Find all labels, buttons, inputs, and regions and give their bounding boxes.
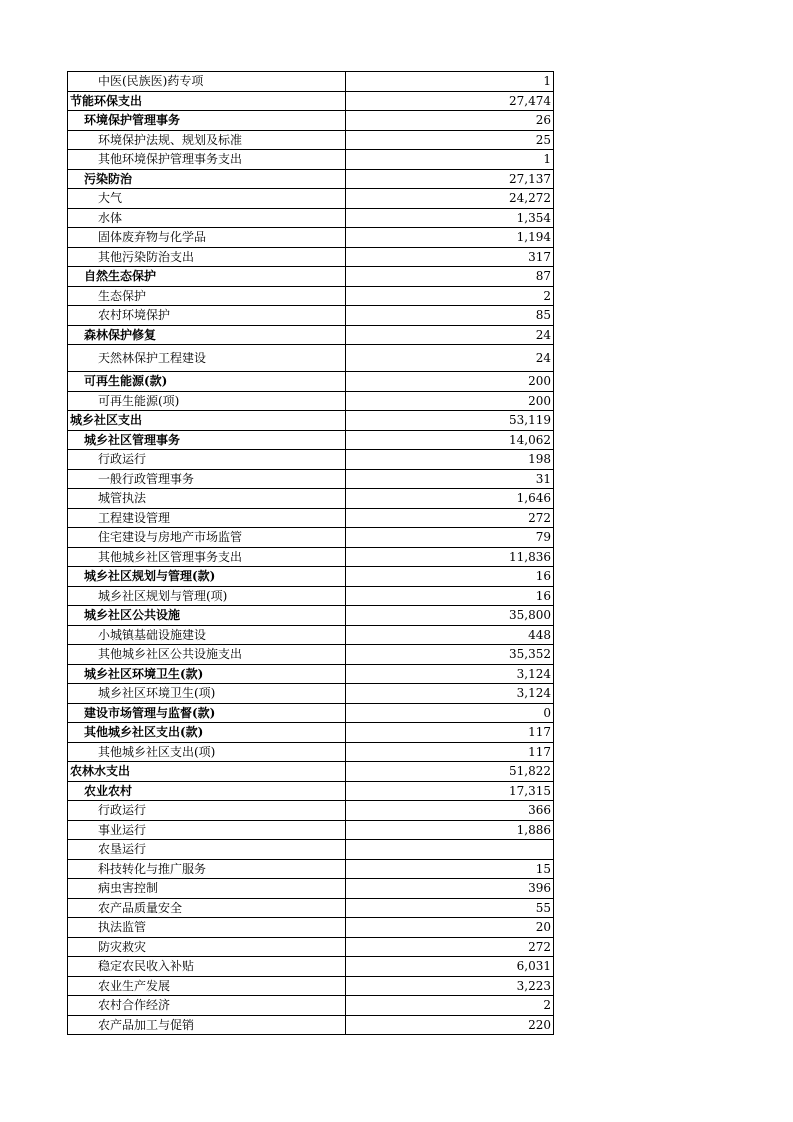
table-row bbox=[68, 130, 554, 150]
item-name-cell: 天然林保护工程建设 bbox=[68, 345, 346, 372]
item-name-cell: 其他污染防治支出 bbox=[68, 247, 346, 267]
item-name-cell: 城乡社区规划与管理(款) bbox=[68, 567, 346, 587]
table-row bbox=[68, 937, 554, 957]
amount-cell: 1,194 bbox=[346, 228, 554, 248]
amount-cell bbox=[346, 840, 554, 860]
item-name-cell: 城乡社区管理事务 bbox=[68, 430, 346, 450]
item-name-cell: 其他城乡社区管理事务支出 bbox=[68, 547, 346, 567]
table-row bbox=[68, 859, 554, 879]
table-row bbox=[68, 1015, 554, 1035]
table-row bbox=[68, 208, 554, 228]
amount-cell: 1,354 bbox=[346, 208, 554, 228]
amount-cell: 24,272 bbox=[346, 189, 554, 209]
table-row bbox=[68, 430, 554, 450]
item-name-cell: 小城镇基础设施建设 bbox=[68, 625, 346, 645]
table-row bbox=[68, 72, 554, 92]
table-row bbox=[68, 820, 554, 840]
table-row bbox=[68, 976, 554, 996]
amount-cell: 1,886 bbox=[346, 820, 554, 840]
amount-cell: 2 bbox=[346, 286, 554, 306]
amount-cell: 1,646 bbox=[346, 489, 554, 509]
table-row bbox=[68, 469, 554, 489]
amount-cell: 25 bbox=[346, 130, 554, 150]
table-row bbox=[68, 606, 554, 626]
table-row bbox=[68, 879, 554, 899]
table-row bbox=[68, 586, 554, 606]
table-row bbox=[68, 664, 554, 684]
item-name-cell: 可再生能源(项) bbox=[68, 391, 346, 411]
amount-cell: 55 bbox=[346, 898, 554, 918]
amount-cell: 87 bbox=[346, 267, 554, 287]
table-row bbox=[68, 801, 554, 821]
amount-cell: 3,124 bbox=[346, 684, 554, 704]
item-name-cell: 农林水支出 bbox=[68, 762, 346, 782]
table-row bbox=[68, 567, 554, 587]
table-row bbox=[68, 411, 554, 431]
amount-cell: 200 bbox=[346, 391, 554, 411]
table-row bbox=[68, 547, 554, 567]
table-row bbox=[68, 996, 554, 1016]
item-name-cell: 行政运行 bbox=[68, 450, 346, 470]
item-name-cell: 稳定农民收入补贴 bbox=[68, 957, 346, 977]
table-row bbox=[68, 508, 554, 528]
amount-cell: 15 bbox=[346, 859, 554, 879]
amount-cell: 1 bbox=[346, 150, 554, 170]
table-row bbox=[68, 703, 554, 723]
amount-cell: 117 bbox=[346, 742, 554, 762]
amount-cell: 24 bbox=[346, 325, 554, 345]
item-name-cell: 农业生产发展 bbox=[68, 976, 346, 996]
amount-cell: 1 bbox=[346, 72, 554, 92]
amount-cell: 16 bbox=[346, 567, 554, 587]
item-name-cell: 城乡社区环境卫生(款) bbox=[68, 664, 346, 684]
item-name-cell: 其他环境保护管理事务支出 bbox=[68, 150, 346, 170]
amount-cell: 448 bbox=[346, 625, 554, 645]
table-row bbox=[68, 898, 554, 918]
amount-cell: 317 bbox=[346, 247, 554, 267]
amount-cell: 35,352 bbox=[346, 645, 554, 665]
amount-cell: 20 bbox=[346, 918, 554, 938]
amount-cell: 396 bbox=[346, 879, 554, 899]
item-name-cell: 科技转化与推广服务 bbox=[68, 859, 346, 879]
item-name-cell: 行政运行 bbox=[68, 801, 346, 821]
amount-cell: 2 bbox=[346, 996, 554, 1016]
amount-cell: 53,119 bbox=[346, 411, 554, 431]
amount-cell: 79 bbox=[346, 528, 554, 548]
table-row bbox=[68, 111, 554, 131]
item-name-cell: 城乡社区规划与管理(项) bbox=[68, 586, 346, 606]
item-name-cell: 其他城乡社区支出(项) bbox=[68, 742, 346, 762]
table-row bbox=[68, 391, 554, 411]
item-name-cell: 固体废弃物与化学品 bbox=[68, 228, 346, 248]
table-row bbox=[68, 645, 554, 665]
amount-cell: 117 bbox=[346, 723, 554, 743]
amount-cell: 3,124 bbox=[346, 664, 554, 684]
item-name-cell: 水体 bbox=[68, 208, 346, 228]
amount-cell: 85 bbox=[346, 306, 554, 326]
item-name-cell: 大气 bbox=[68, 189, 346, 209]
amount-cell: 27,474 bbox=[346, 91, 554, 111]
expenditure-table-body bbox=[68, 72, 554, 1035]
amount-cell: 272 bbox=[346, 508, 554, 528]
table-row bbox=[68, 762, 554, 782]
item-name-cell: 城乡社区环境卫生(项) bbox=[68, 684, 346, 704]
table-row bbox=[68, 781, 554, 801]
table-row bbox=[68, 528, 554, 548]
item-name-cell: 工程建设管理 bbox=[68, 508, 346, 528]
amount-cell: 6,031 bbox=[346, 957, 554, 977]
table-row bbox=[68, 742, 554, 762]
table-row bbox=[68, 189, 554, 209]
table-row bbox=[68, 228, 554, 248]
table-row bbox=[68, 625, 554, 645]
item-name-cell: 建设市场管理与监督(款) bbox=[68, 703, 346, 723]
table-row bbox=[68, 345, 554, 372]
item-name-cell: 其他城乡社区支出(款) bbox=[68, 723, 346, 743]
item-name-cell: 可再生能源(款) bbox=[68, 372, 346, 392]
table-row bbox=[68, 918, 554, 938]
amount-cell: 198 bbox=[346, 450, 554, 470]
item-name-cell: 农垦运行 bbox=[68, 840, 346, 860]
amount-cell: 0 bbox=[346, 703, 554, 723]
amount-cell: 14,062 bbox=[346, 430, 554, 450]
item-name-cell: 农产品加工与促销 bbox=[68, 1015, 346, 1035]
amount-cell: 11,836 bbox=[346, 547, 554, 567]
table-row bbox=[68, 957, 554, 977]
table-row bbox=[68, 169, 554, 189]
amount-cell: 3,223 bbox=[346, 976, 554, 996]
amount-cell: 17,315 bbox=[346, 781, 554, 801]
amount-cell: 26 bbox=[346, 111, 554, 131]
table-row bbox=[68, 450, 554, 470]
item-name-cell: 城管执法 bbox=[68, 489, 346, 509]
expenditure-table bbox=[67, 71, 554, 1035]
item-name-cell: 防灾救灾 bbox=[68, 937, 346, 957]
item-name-cell: 病虫害控制 bbox=[68, 879, 346, 899]
item-name-cell: 农业农村 bbox=[68, 781, 346, 801]
amount-cell: 35,800 bbox=[346, 606, 554, 626]
table-row bbox=[68, 684, 554, 704]
item-name-cell: 生态保护 bbox=[68, 286, 346, 306]
item-name-cell: 其他城乡社区公共设施支出 bbox=[68, 645, 346, 665]
amount-cell: 24 bbox=[346, 345, 554, 372]
table-row bbox=[68, 489, 554, 509]
item-name-cell: 环境保护法规、规划及标准 bbox=[68, 130, 346, 150]
item-name-cell: 农村环境保护 bbox=[68, 306, 346, 326]
item-name-cell: 执法监管 bbox=[68, 918, 346, 938]
amount-cell: 366 bbox=[346, 801, 554, 821]
table-row bbox=[68, 723, 554, 743]
item-name-cell: 环境保护管理事务 bbox=[68, 111, 346, 131]
amount-cell: 51,822 bbox=[346, 762, 554, 782]
table-row bbox=[68, 325, 554, 345]
item-name-cell: 节能环保支出 bbox=[68, 91, 346, 111]
item-name-cell: 农产品质量安全 bbox=[68, 898, 346, 918]
item-name-cell: 城乡社区支出 bbox=[68, 411, 346, 431]
amount-cell: 31 bbox=[346, 469, 554, 489]
item-name-cell: 事业运行 bbox=[68, 820, 346, 840]
item-name-cell: 城乡社区公共设施 bbox=[68, 606, 346, 626]
amount-cell: 200 bbox=[346, 372, 554, 392]
table-row bbox=[68, 91, 554, 111]
item-name-cell: 住宅建设与房地产市场监管 bbox=[68, 528, 346, 548]
amount-cell: 220 bbox=[346, 1015, 554, 1035]
table-row bbox=[68, 372, 554, 392]
table-row bbox=[68, 247, 554, 267]
item-name-cell: 一般行政管理事务 bbox=[68, 469, 346, 489]
table-row bbox=[68, 840, 554, 860]
table-row bbox=[68, 267, 554, 287]
table-row bbox=[68, 306, 554, 326]
amount-cell: 16 bbox=[346, 586, 554, 606]
item-name-cell: 污染防治 bbox=[68, 169, 346, 189]
table-row bbox=[68, 286, 554, 306]
amount-cell: 27,137 bbox=[346, 169, 554, 189]
amount-cell: 272 bbox=[346, 937, 554, 957]
item-name-cell: 森林保护修复 bbox=[68, 325, 346, 345]
item-name-cell: 农村合作经济 bbox=[68, 996, 346, 1016]
table-row bbox=[68, 150, 554, 170]
item-name-cell: 自然生态保护 bbox=[68, 267, 346, 287]
item-name-cell: 中医(民族医)药专项 bbox=[68, 72, 346, 92]
